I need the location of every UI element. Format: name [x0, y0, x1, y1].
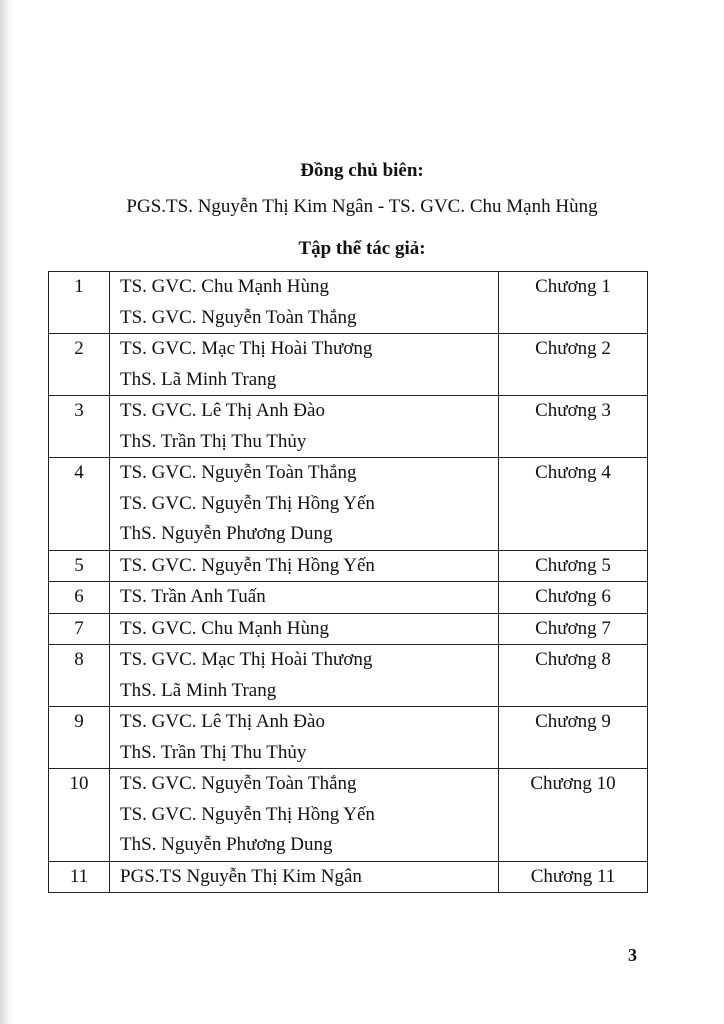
- row-number: 10: [49, 769, 110, 862]
- chapter-cell: Chương 4: [499, 458, 648, 551]
- row-number: 1: [49, 272, 110, 334]
- author-name: TS. GVC. Lê Thị Anh Đào: [120, 400, 325, 421]
- chapter-cell: Chương 6: [499, 582, 648, 614]
- author-names-cell: [110, 645, 499, 707]
- authors-table: [48, 271, 648, 893]
- author-names-cell: [110, 458, 499, 551]
- table-row: [49, 861, 648, 893]
- table-row: [49, 645, 648, 707]
- author-name: ThS. Lã Minh Trang: [120, 368, 277, 390]
- author-name: ThS. Lã Minh Trang: [120, 679, 277, 701]
- table-row: [49, 458, 648, 551]
- table-row: [49, 707, 648, 769]
- author-name: TS. GVC. Chu Mạnh Hùng: [120, 617, 330, 639]
- page-edge-shadow: [0, 0, 14, 1024]
- author-names-cell: [110, 272, 499, 334]
- row-number: 11: [49, 861, 110, 893]
- author-names-cell: [110, 334, 499, 396]
- co-editors-names: PGS.TS. Nguyễn Thị Kim Ngân - TS. GVC. Chu Mạnh Hùng: [126, 196, 598, 217]
- author-names-cell: [110, 769, 499, 862]
- table-row: [49, 769, 648, 862]
- author-name: ThS. Trần Thị Thu Thủy: [120, 741, 307, 763]
- row-number: 5: [49, 550, 110, 582]
- table-row: [49, 272, 648, 334]
- author-name: ThS. Trần Thị Thu Thủy: [120, 430, 307, 452]
- page-number: 3: [628, 945, 637, 965]
- chapter-cell: Chương 10: [499, 769, 648, 862]
- author-name: TS. GVC. Nguyễn Toàn Thắng: [120, 462, 357, 483]
- author-name: TS. GVC. Nguyễn Toàn Thắng: [120, 773, 357, 794]
- chapter-cell: Chương 3: [499, 396, 648, 458]
- author-name: TS. GVC. Nguyễn Thị Hồng Yến: [120, 803, 375, 825]
- chapter-cell: Chương 1: [499, 272, 648, 334]
- chapter-cell: Chương 9: [499, 707, 648, 769]
- author-name: TS. GVC. Lê Thị Anh Đào: [120, 711, 325, 732]
- author-name: ThS. Nguyễn Phương Dung: [120, 523, 333, 544]
- table-row: [49, 396, 648, 458]
- authors-table-body: [49, 272, 648, 893]
- author-name: TS. GVC. Nguyễn Toàn Thắng: [120, 306, 357, 328]
- author-names-cell: [110, 582, 499, 614]
- author-name: TS. GVC. Mạc Thị Hoài Thương: [120, 649, 373, 670]
- row-number: 8: [49, 645, 110, 707]
- table-row: [49, 613, 648, 645]
- chapter-cell: Chương 2: [499, 334, 648, 396]
- author-name: PGS.TS Nguyễn Thị Kim Ngân: [120, 865, 362, 887]
- co-editors-heading: Đồng chủ biên:: [300, 160, 424, 181]
- author-name: TS. GVC. Chu Mạnh Hùng: [120, 276, 330, 297]
- row-number: 7: [49, 613, 110, 645]
- row-number: 6: [49, 582, 110, 614]
- chapter-cell: Chương 11: [499, 861, 648, 893]
- chapter-cell: Chương 8: [499, 645, 648, 707]
- row-number: 2: [49, 334, 110, 396]
- row-number: 3: [49, 396, 110, 458]
- chapter-cell: Chương 7: [499, 613, 648, 645]
- row-number: 9: [49, 707, 110, 769]
- author-names-cell: [110, 861, 499, 893]
- chapter-cell: Chương 5: [499, 550, 648, 582]
- authors-heading: Tập thể tác giả:: [298, 238, 426, 259]
- author-names-cell: [110, 613, 499, 645]
- author-names-cell: [110, 550, 499, 582]
- table-row: [49, 582, 648, 614]
- row-number: 4: [49, 458, 110, 551]
- author-name: TS. GVC. Nguyễn Thị Hồng Yến: [120, 554, 375, 576]
- author-names-cell: [110, 396, 499, 458]
- author-name: TS. GVC. Nguyễn Thị Hồng Yến: [120, 492, 375, 514]
- author-names-cell: [110, 707, 499, 769]
- table-row: [49, 334, 648, 396]
- author-name: TS. Trần Anh Tuấn: [120, 586, 266, 607]
- author-name: TS. GVC. Mạc Thị Hoài Thương: [120, 338, 373, 359]
- table-row: [49, 550, 648, 582]
- author-name: ThS. Nguyễn Phương Dung: [120, 834, 333, 855]
